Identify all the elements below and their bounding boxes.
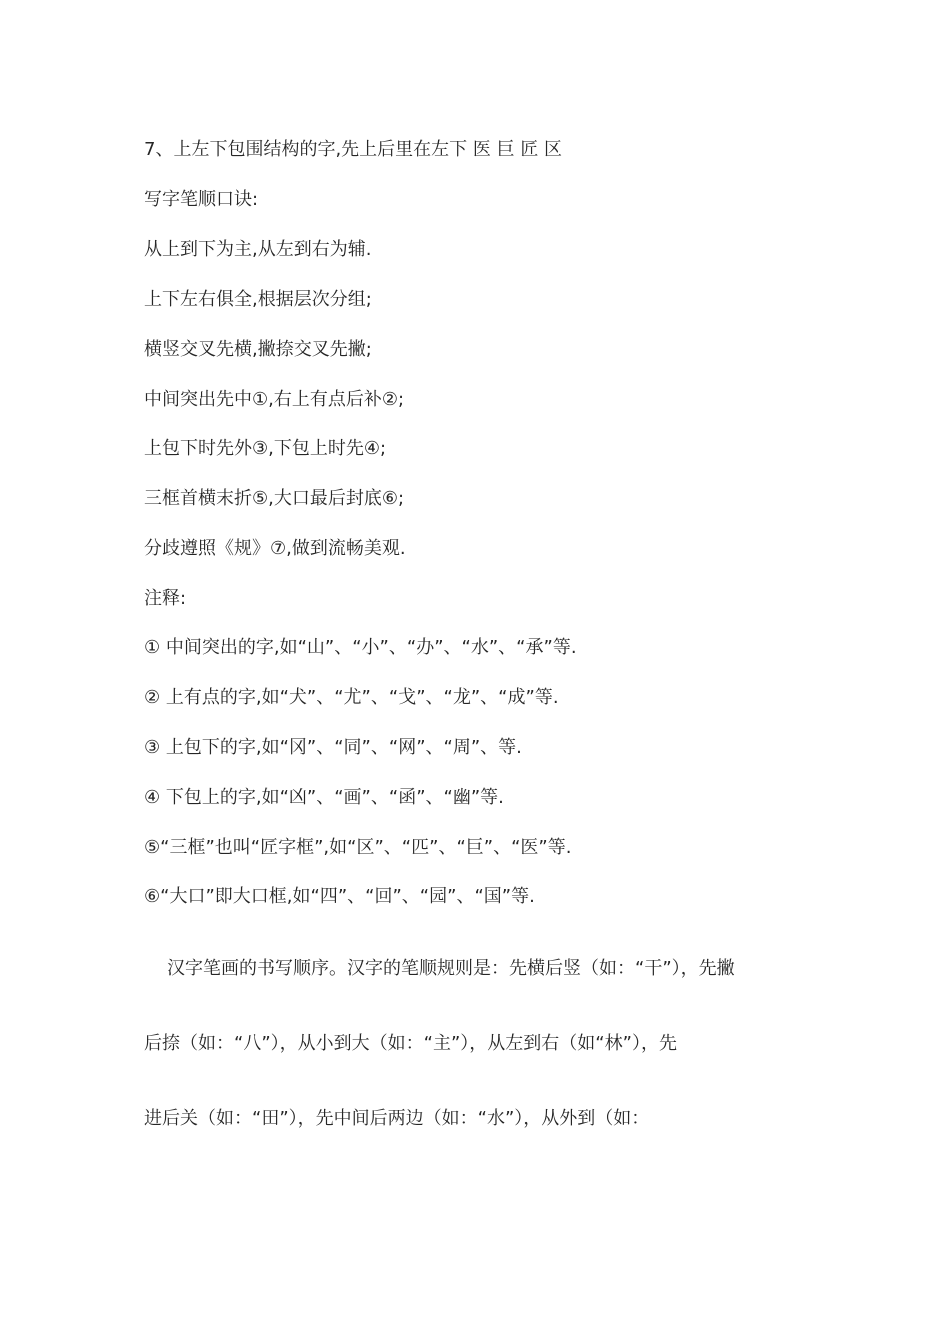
note-3: ③ 上包下的字,如“冈”、“同”、“网”、“周”、等. — [144, 737, 522, 758]
paragraph-line-2: 后捺（如：“八”），从小到大（如：“主”），从左到右（如“林”），先 — [144, 1033, 677, 1054]
note-2: ② 上有点的字,如“犬”、“尤”、“戈”、“龙”、“成”等. — [144, 687, 559, 708]
mnemonic-line-6: 三框首横末折⑤,大口最后封底⑥; — [144, 488, 405, 509]
mnemonic-heading: 写字笔顺口诀: — [144, 189, 259, 210]
paragraph-line-1: 汉字笔画的书写顺序。汉字的笔顺规则是：先横后竖（如：“干”），先撇 — [167, 958, 735, 979]
mnemonic-line-3: 横竖交叉先横,撇捺交叉先撇; — [144, 339, 372, 360]
mnemonic-line-5: 上包下时先外③,下包上时先④; — [144, 438, 387, 459]
rule-7-line: 7、上左下包围结构的字,先上后里在左下 医 巨 匠 区 — [144, 139, 563, 160]
paragraph-line-3: 进后关（如：“田”），先中间后两边（如：“水”），从外到（如： — [144, 1108, 650, 1129]
mnemonic-line-7: 分歧遵照《规》⑦,做到流畅美观. — [144, 538, 406, 559]
mnemonic-line-4: 中间突出先中①,右上有点后补②; — [144, 389, 405, 410]
note-4: ④ 下包上的字,如“凶”、“画”、“函”、“幽”等. — [144, 787, 504, 808]
notes-heading: 注释: — [144, 588, 187, 609]
mnemonic-line-2: 上下左右俱全,根据层次分组; — [144, 289, 372, 310]
note-1: ① 中间突出的字,如“山”、“小”、“办”、“水”、“承”等. — [144, 637, 577, 658]
note-5: ⑤“三框”也叫“匠字框”,如“区”、“匹”、“巨”、“医”等. — [144, 837, 572, 858]
note-6: ⑥“大口”即大口框,如“四”、“回”、“园”、“国”等. — [144, 886, 535, 907]
mnemonic-line-1: 从上到下为主,从左到右为辅. — [144, 239, 372, 260]
